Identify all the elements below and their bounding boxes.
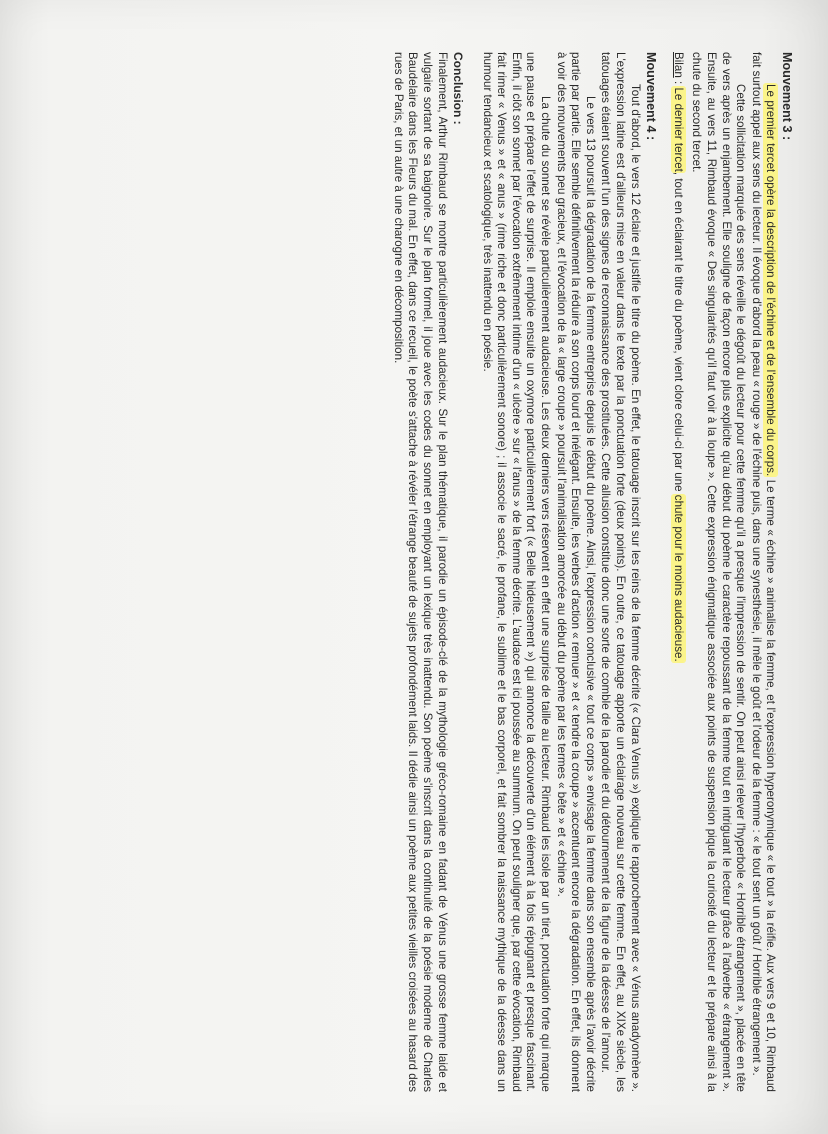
document-body [389, 52, 794, 1092]
movement-3-heading: Mouvement 3 : [780, 52, 794, 141]
movement-4-paragraph-1: Tout d'abord, le vers 12 éclaire et justifie le titre du poème. En effet, le tatouage inscrit sur les reins de la femme décrite (« Clara Venus ») explique le rapprochement avec « Vénus anadyomène ». L'expression latine est d'ailleurs mise en valeur dans le texte par la ponctuation forte (deux points). En outre, ce tatouage apporte un éclairage nouveau sur cette femme. En effet, au XIXe siècle, les tatouages étaient souvent l'un des signes de reconnaissance des prostituées. Cette allusion constitue donc une sorte de comble de la parodie et du détournement de la figure de la déesse de l'amour. [599, 52, 642, 1092]
conclusion-heading: Conclusion : [451, 52, 466, 125]
bilan-label: Bilan [671, 52, 685, 78]
paragraph-text: Le terme « échine » animalise la femme, et l'expression hyperonymique « le tout » la réifie. Aux vers 9 et 10, Rimbaud fait surtout appel aux sens du lecteur. Il évoque d'abord la peau « rouge » de l'échine puis, dans une synesthésie, il mêle le goût et l'odeur de la femme : « le tout sent un goût / Horrible étrangement ». [749, 52, 778, 1092]
movement-4-heading: Mouvement 4 : [644, 52, 659, 141]
highlighted-phrase: Le premier tercet opère la description de l'échine et de l'ensemble du corps. [764, 84, 778, 477]
movement-4-paragraph-3: La chute du sonnet se révèle particulièrement audacieuse. Les deux derniers vers réservent en effet une surprise de taille au lecteur. Rimbaud les isole par un tiret, ponctuation forte qui marque une pause et prépare l'effet de surprise. Il emploie ensuite un oxymore particulièrement fort (« Belle hideusement ») qui annonce la découverte d'un élément à la fois répugnant et presque fascinant. Enfin, il clôt son sonnet par l'évocation extrêmement intime d'un « ulcère » sur « l'anus » de la femme décrite. L'audace est ici poussée au summum. On peut souligner que, par cette évocation, Rimbaud fait rimer « Venus » et « anus » (rime riche et donc particulièrement sonore) ; il associe le sacré, le profane, le sublime et le bas corporel, et fait sombrer la naissance mythique de la déesse dans un humour tendancieux et scatologique, très inattendu en poésie. [480, 52, 553, 1092]
movement-3-paragraph-1 [748, 52, 777, 1092]
movement-3-paragraph-2: Cette sollicitation marquée des sens réveille le dégoût du lecteur pour cette femme qu'il a presque l'impression de sentir. On peut ainsi relever l'hyperbole « Horrible étrangement », placée en tête de vers après un enjambement. Elle souligne de façon encore plus explicite qu'au début du poème le caractère repoussant de la femme tout en intriguant le lecteur grâce à l'adverbe « étrangement ». Ensuite, au vers 11, Rimbaud évoque « Des singularités qu'il faut voir à la loupe ». Cette expression énigmatique associée aux points de suspension pique la curiosité du lecteur et le prépare ainsi à la chute du second tercet. [690, 52, 748, 1092]
conclusion-section [390, 52, 465, 1092]
bilan-paragraph [670, 52, 685, 1092]
highlighted-phrase: Le dernier tercet [671, 87, 685, 172]
bilan-colon: : [671, 77, 685, 88]
highlighted-phrase: chute pour le moins audacieuse. [671, 494, 685, 662]
conclusion-paragraph: Finalement, Arthur Rimbaud se montre particulièrement audacieux. Sur le plan thématique, il parodie un épisode-clé de la mythologie gréco-romaine en fadant de Vénus une grosse femme laide et vulgaire sortant de sa baignoire. Sur le plan formel, il joue avec les codes du sonnet en employant un lexique très inattendu. Son poème s'inscrit dans la continuité de la poésie moderne de Charles Baudelaire dans les Fleurs du mal. En effet, dans ce recueil, le poète s'attache à révéler l'étrange beauté de sujets profondément laids. Il dédie ainsi un poème aux petites vieilles croisées au hasard des rues de Paris, et un autre à une charogne en décomposition. [391, 52, 449, 1092]
bilan-text: , tout en éclairant le titre du poème, vient clore celui-ci par une [671, 171, 685, 495]
movement-4-paragraph-2: Le vers 13 poursuit la dégradation de la femme entreprise depuis le début du poème. Ainsi, l'expression conclusive « tout ce corps » envisage la femme dans son ensemble après l'avoir décrite partie par partie. Elle semble définitivement la réduire à son corps lourd et inélégant. Ensuite, les verbes d'action « remuer » et « tendre la croupe » accentuent encore la dégradation. En effet, ils donnent à voir des mouvements peu gracieux, et l'évocation de la « large croupe » poursuit l'animalisation amorcée au début du poème par les termes « bête » et « échine ». [554, 52, 597, 1092]
